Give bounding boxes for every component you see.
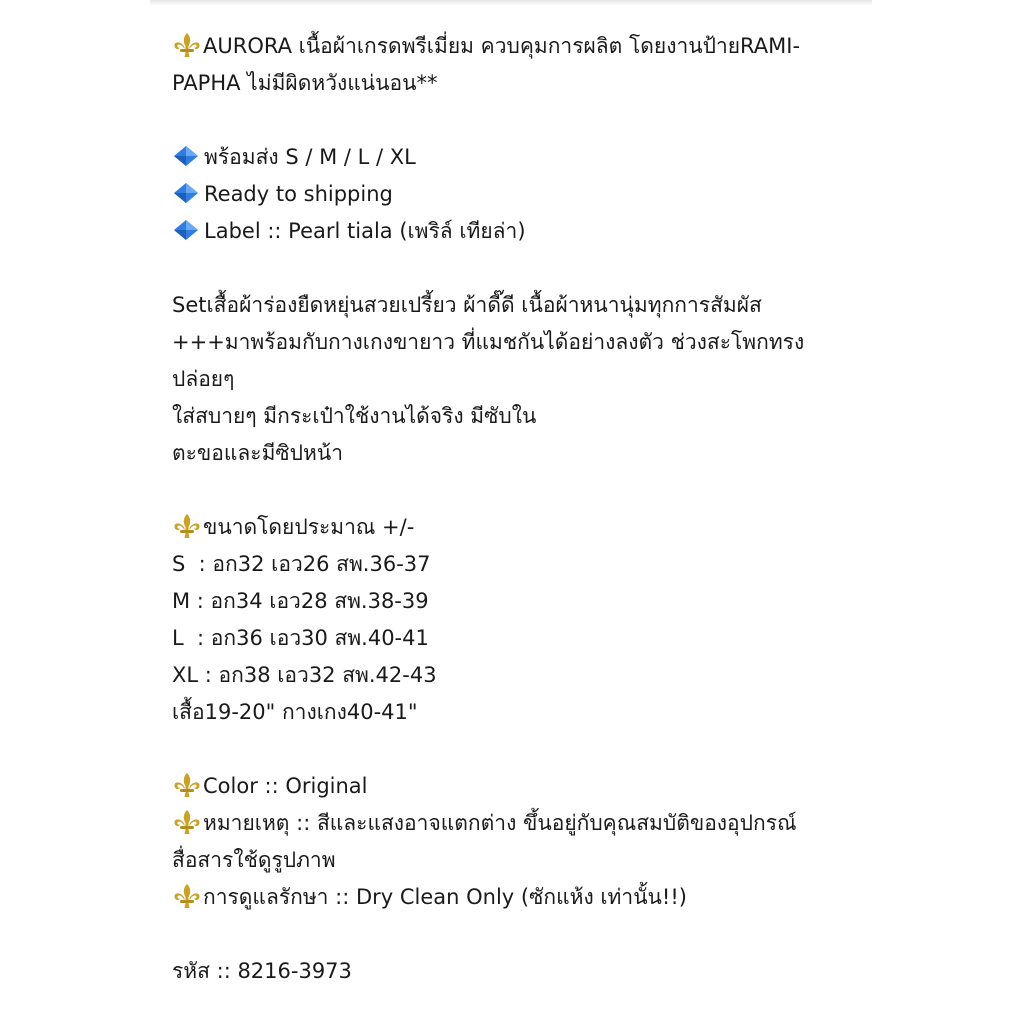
care-line <box>172 879 862 916</box>
description-text: ปล่อยๆ <box>172 367 235 391</box>
size-row-s: S : อก32 เอว26 สพ.36-37 <box>172 552 431 576</box>
note-line <box>172 805 862 842</box>
blue-diamond-icon <box>172 145 200 167</box>
feature-ready-shipping: Ready to shipping <box>204 182 393 206</box>
blue-diamond-icon <box>172 219 200 241</box>
fleur-de-lis-icon <box>172 32 202 58</box>
intro-text-2: PAPHA ไม่มีผิดหวังแน่นอน** <box>172 71 438 95</box>
intro-line-2 <box>172 65 862 102</box>
product-description <box>172 28 862 990</box>
description-line <box>172 361 862 398</box>
size-row <box>172 694 862 731</box>
description-text: Setเสื้อผ้าร่องยืดหยุ่นสวยเปรี้ยว ผ้าดี๊ดี เนื้อผ้าหนานุ่มทุกการสัมผัส <box>172 293 762 317</box>
size-row <box>172 657 862 694</box>
description-text: ใส่สบายๆ มีกระเป๋าใช้งานได้จริง มีซับใน <box>172 404 537 428</box>
product-code-text: รหัส :: 8216-3973 <box>172 959 352 983</box>
blue-diamond-icon <box>172 182 200 204</box>
description-line <box>172 435 862 472</box>
description-line <box>172 287 862 324</box>
fleur-de-lis-icon <box>172 809 202 835</box>
intro-text-1: AURORA เนื้อผ้าเกรดพรีเมี่ยม ควบคุมการผลิต โดยงานป้ายRAMI- <box>203 34 801 58</box>
description-text: ตะขอและมีซิปหน้า <box>172 441 343 465</box>
top-edge-shadow <box>150 0 872 6</box>
size-row-length: เสื้อ19-20" กางเกง40-41" <box>172 700 418 724</box>
fleur-de-lis-icon <box>172 772 202 798</box>
sizes-heading <box>172 509 862 546</box>
size-row <box>172 583 862 620</box>
intro-line-1 <box>172 28 862 65</box>
fleur-de-lis-icon <box>172 513 202 539</box>
feature-label: Label :: Pearl tiala (เพริล์ เทียล่า) <box>204 219 526 243</box>
description-text: +++มาพร้อมกับกางเกงขายาว ที่แมชกันได้อย่างลงตัว ช่วงสะโพกทรง <box>172 330 805 354</box>
size-row-xl: XL : อก38 เอว32 สพ.42-43 <box>172 663 437 687</box>
feature-item <box>172 213 862 250</box>
size-row <box>172 620 862 657</box>
feature-ready-sizes: พร้อมส่ง S / M / L / XL <box>204 145 416 169</box>
care-text: การดูแลรักษา :: Dry Clean Only (ซักแห้ง เท่านั้น!!) <box>203 885 687 909</box>
feature-item <box>172 139 862 176</box>
product-code <box>172 953 862 990</box>
note-line-2 <box>172 842 862 879</box>
size-row <box>172 546 862 583</box>
color-text: Color :: Original <box>203 774 368 798</box>
note-text-1: หมายเหตุ :: สีและแสงอาจแตกต่าง ขึ้นอยู่กับคุณสมบัติของอุปกรณ์ <box>203 811 797 835</box>
fleur-de-lis-icon <box>172 883 202 909</box>
sizes-heading-text: ขนาดโดยประมาณ +/- <box>203 515 415 539</box>
description-line <box>172 398 862 435</box>
size-row-m: M : อก34 เอว28 สพ.38-39 <box>172 589 429 613</box>
feature-item <box>172 176 862 213</box>
note-text-2: สื่อสารใช้ดูรูปภาพ <box>172 848 336 872</box>
description-line <box>172 324 862 361</box>
size-row-l: L : อก36 เอว30 สพ.40-41 <box>172 626 429 650</box>
color-line <box>172 768 862 805</box>
